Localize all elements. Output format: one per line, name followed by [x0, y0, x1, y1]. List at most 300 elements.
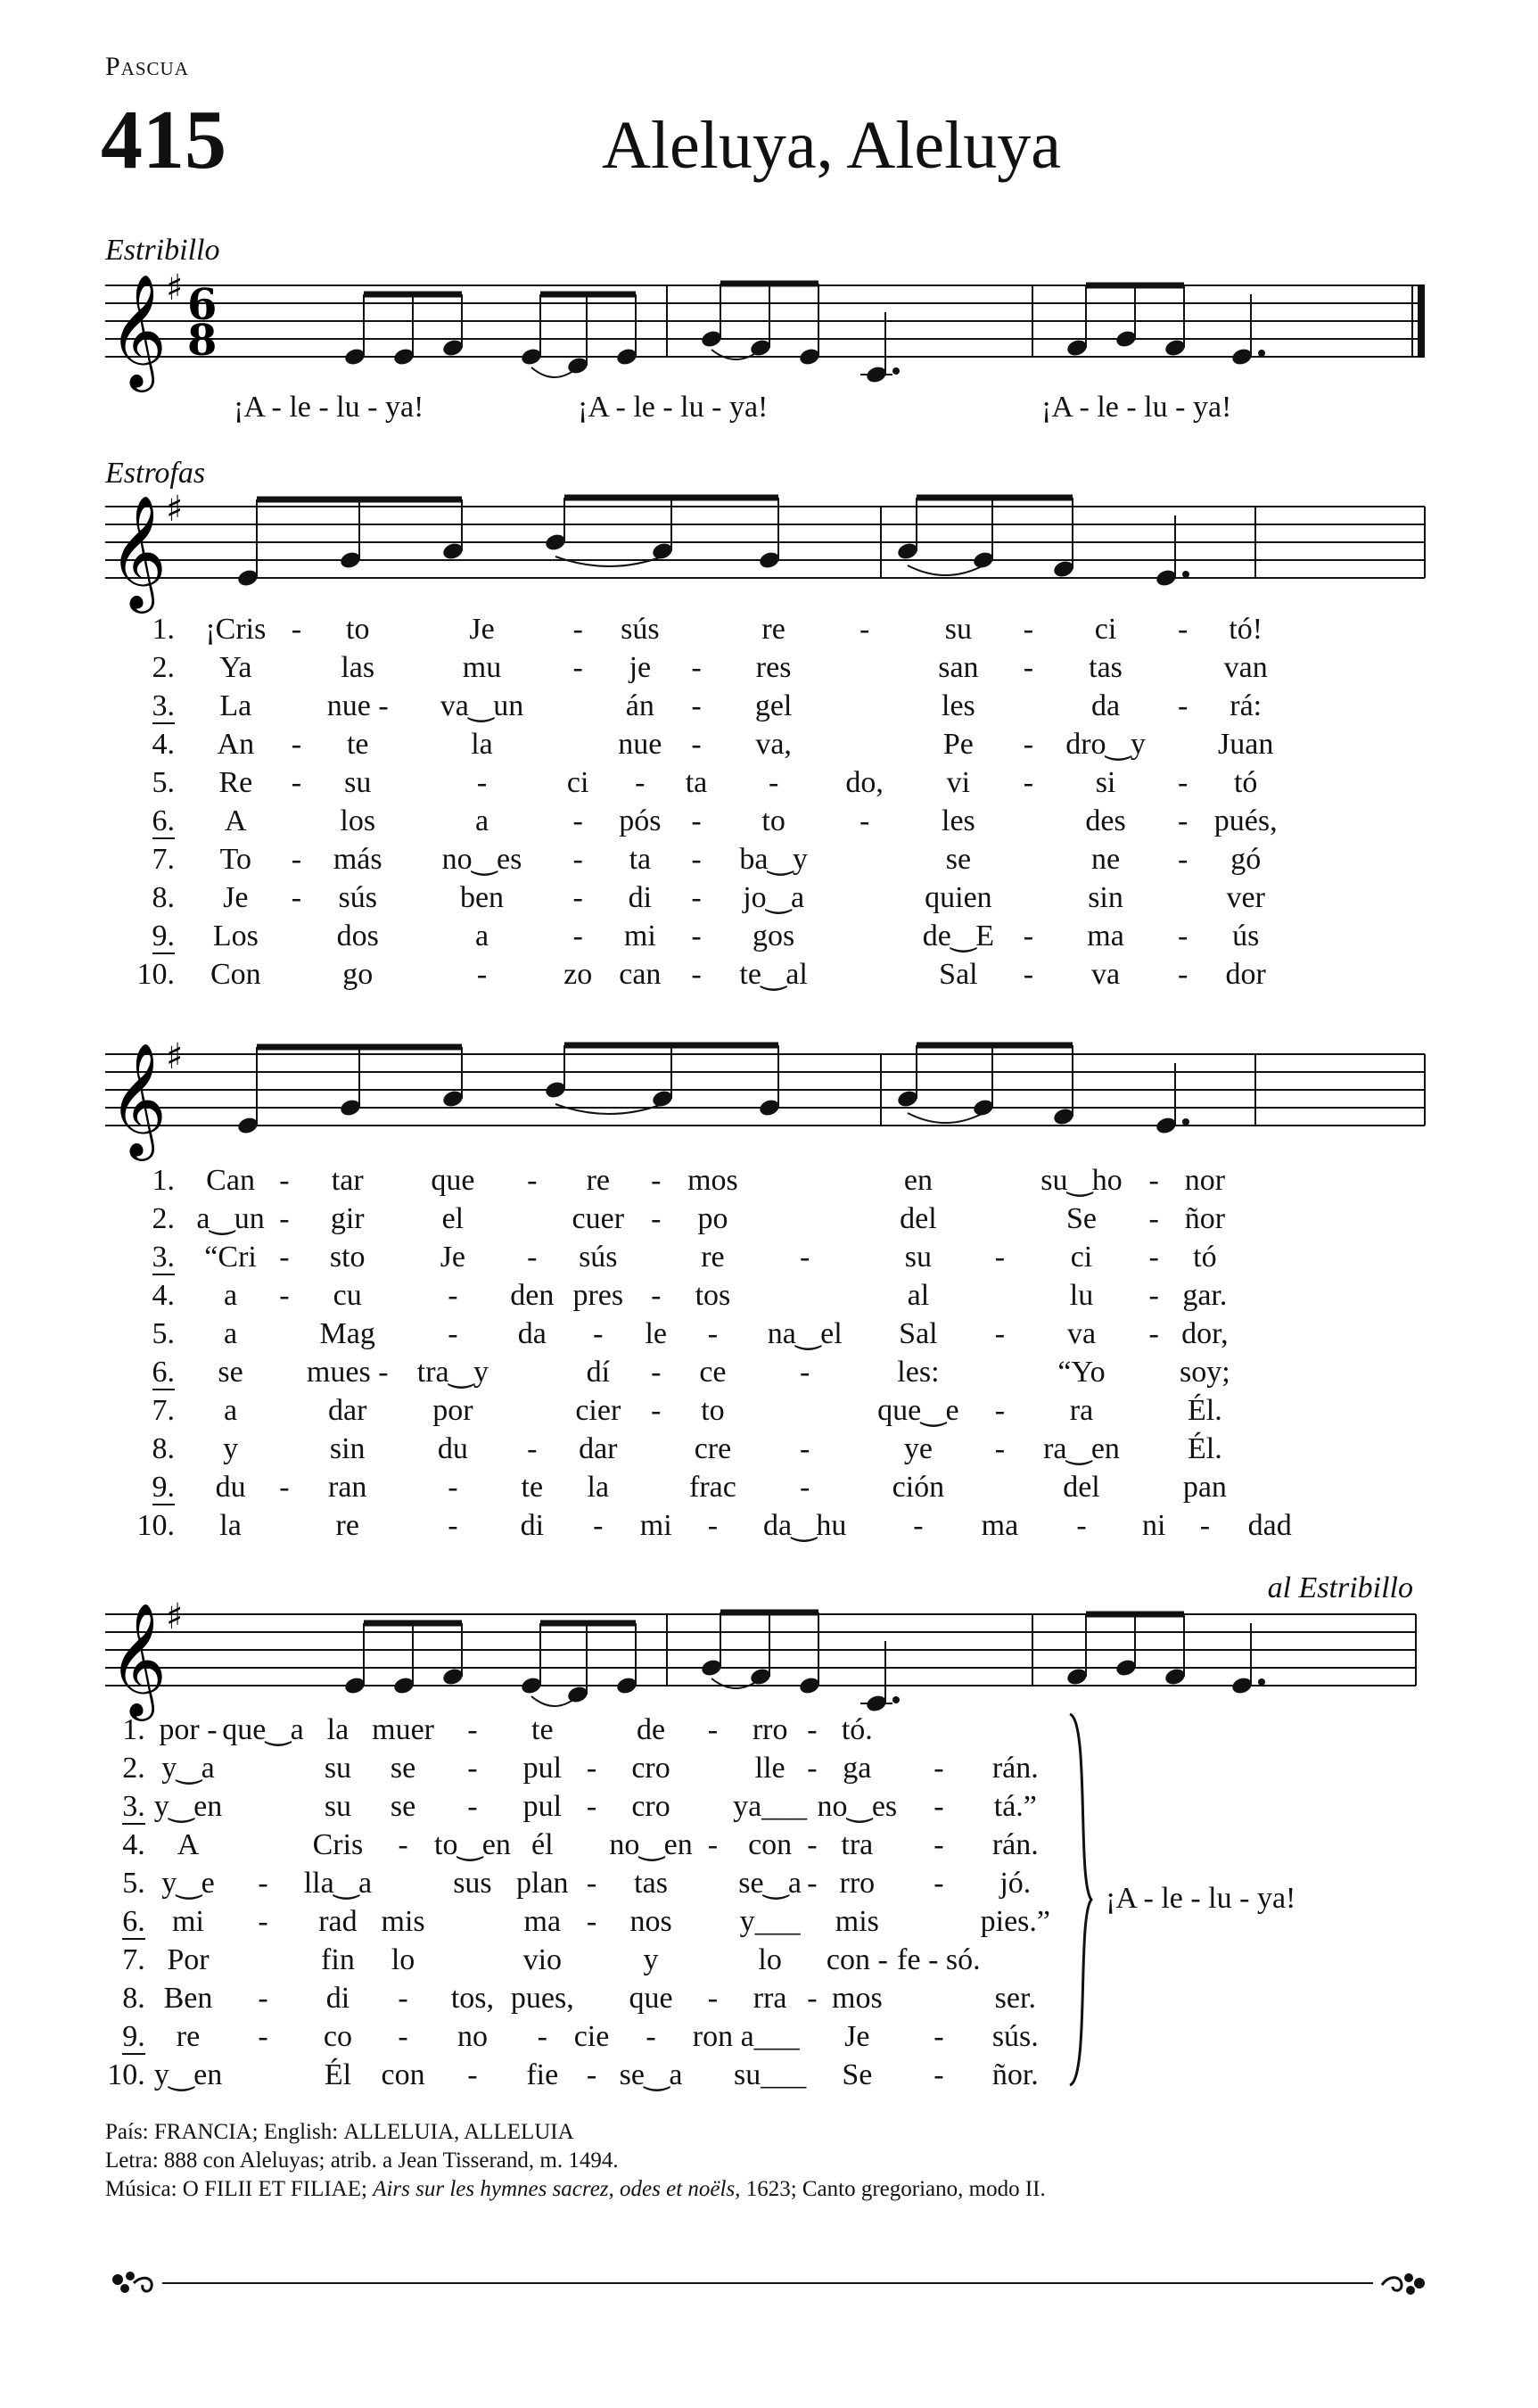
verse-row: [105, 917, 1300, 955]
verse-syllable: ron: [692, 2020, 734, 2053]
credits-music-line: Música: O FILII ET FILIAE; Airs sur les hymnes sacrez, odes et noëls, 1623; Canto gregoriano, modo II.: [105, 2177, 1046, 2201]
credits: [105, 2118, 1046, 2204]
verse-syllable: [554, 687, 603, 725]
verse-number: [105, 840, 184, 878]
verse-syllable: -: [1148, 1164, 1159, 1197]
verse-number-text: 3.: [152, 1241, 175, 1274]
time-signature-bottom: 8: [187, 316, 218, 366]
verse-number: [105, 878, 184, 917]
verse-syllable: -: [291, 843, 302, 876]
verse-number-text: 9.: [152, 1471, 175, 1504]
verse-syllable: -: [707, 1317, 719, 1350]
verse-number-text: 8.: [122, 1982, 145, 2015]
verse-syllable: to: [701, 1394, 725, 1427]
verse-syllable: [634, 1238, 678, 1276]
verse-syllable: dos: [336, 919, 379, 952]
verse-syllable: -: [994, 1317, 1006, 1350]
verse-syllable: nue: [618, 728, 662, 761]
verse-syllable: -: [651, 1394, 662, 1427]
verse-syllable: su___: [734, 2058, 807, 2091]
verse-number: [105, 2056, 154, 2094]
verse-syllable: -: [279, 1279, 290, 1312]
verse-syllable: [807, 1902, 817, 1941]
verses-line-1: [105, 610, 1300, 994]
verse-syllable: -: [1178, 804, 1188, 837]
verse-syllable: -: [448, 1279, 458, 1312]
verse-syllable: [693, 1749, 733, 1787]
verse-syllable: Pe: [942, 728, 974, 761]
verse-row: [105, 1941, 1050, 1979]
verse-syllable: [1138, 1430, 1170, 1468]
verse-syllable: ci: [1070, 1241, 1093, 1274]
verse-number: [105, 1430, 184, 1468]
to-refrain-label: al Estribillo: [1267, 1571, 1413, 1604]
verse-syllable: [897, 1979, 980, 2017]
verse-syllable: -: [807, 1752, 818, 1785]
verse-syllable: gel: [754, 689, 793, 722]
verse-syllable: -: [933, 1867, 944, 1900]
verse-syllable: gos: [753, 919, 795, 952]
verse-number-text: 10.: [136, 1509, 175, 1542]
verse-syllable: -: [258, 2020, 268, 2053]
verse-syllable: que‿e: [877, 1394, 959, 1427]
slur: [908, 565, 983, 575]
verse-number: [105, 1749, 154, 1787]
verse-syllable: -: [807, 1828, 818, 1861]
verse-number-text: 10.: [136, 958, 175, 991]
verse-syllable: -: [691, 651, 702, 684]
verse-syllable: rro: [752, 1713, 788, 1746]
verse-syllable: -: [691, 804, 702, 837]
verse-syllable: tas: [634, 1867, 668, 1900]
verse-number: [105, 1238, 184, 1276]
verse-syllable: An: [217, 728, 255, 761]
verse-syllable: [747, 1161, 862, 1200]
verse-syllable: más: [333, 843, 382, 876]
verse-syllable: du: [215, 1471, 246, 1504]
verse-syllable: su: [324, 1752, 352, 1785]
verse-syllable: pués,: [1213, 804, 1278, 837]
verse-syllable: rro: [839, 1867, 876, 1900]
verse-syllable: co: [323, 2020, 352, 2053]
verse-syllable: Se: [1066, 1202, 1097, 1235]
verse-number-text: 1.: [152, 1164, 175, 1197]
verse-syllable: -: [800, 1356, 810, 1389]
verse-syllable: [288, 802, 305, 840]
verse-syllable: go: [342, 958, 374, 991]
verse-syllable: [434, 1941, 511, 1979]
verse-row: [105, 2017, 1050, 2056]
verse-syllable: y___: [739, 1905, 801, 1938]
verse-syllable: ni: [1141, 1509, 1166, 1542]
staff-verses-1: [105, 489, 1425, 608]
verse-syllable: [222, 2056, 304, 2094]
verse-number-text: 2.: [152, 651, 175, 684]
verse-syllable: se: [945, 843, 972, 876]
verse-syllable: -: [279, 1241, 290, 1274]
dot: [1182, 1118, 1189, 1126]
verse-syllable: ñor: [1184, 1202, 1226, 1235]
verse-syllable: di: [520, 1509, 545, 1542]
verse-syllable: [832, 878, 897, 917]
verse-syllable: to‿en: [434, 1828, 511, 1861]
verse-syllable: [807, 1941, 817, 1979]
verse-row: [105, 1276, 1300, 1315]
verse-syllable: re: [761, 613, 785, 646]
verse-syllable: -: [800, 1241, 810, 1274]
verse-syllable: les:: [897, 1356, 940, 1389]
verse-syllable: -: [707, 1828, 719, 1861]
verse-number: [105, 1468, 184, 1506]
verse-row: [105, 1315, 1300, 1353]
verse-syllable: no‿en: [609, 1828, 693, 1861]
verse-syllable: tos: [695, 1279, 731, 1312]
verse-row: [105, 725, 1300, 763]
verse-row: [105, 1979, 1050, 2017]
sharp-icon: ♯: [166, 1596, 184, 1637]
verse-syllable: pós: [619, 804, 662, 837]
verse-row: [105, 1864, 1050, 1902]
verse-row: [105, 1506, 1300, 1545]
verse-syllable: [277, 1430, 292, 1468]
refrain-lyric-3: ¡A - le - lu - ya!: [1041, 391, 1232, 424]
verse-syllable: el: [441, 1202, 465, 1235]
credits-country-line: País: FRANCIA; English: ALLELUIA, ALLELUIA: [105, 2120, 574, 2144]
verse-syllable: [1174, 878, 1191, 917]
verse-syllable: [693, 2056, 733, 2094]
verse-syllable: [277, 1391, 292, 1430]
verse-syllable: dar: [328, 1394, 367, 1427]
verse-syllable: te: [521, 1471, 544, 1504]
verse-syllable: se: [390, 1752, 416, 1785]
verse-syllable: -: [527, 1241, 538, 1274]
verse-syllable: [502, 1391, 563, 1430]
verse-syllable: -: [707, 1509, 719, 1542]
verse-syllable: -: [691, 843, 702, 876]
verse-syllable: se: [390, 1790, 416, 1823]
staff-refrain: [105, 268, 1425, 387]
verse-number: [105, 802, 184, 840]
verse-syllable: [693, 1902, 733, 1941]
verse-syllable: ra: [1069, 1394, 1094, 1427]
verse-number: [105, 1161, 184, 1200]
refrain-lyric-2: ¡A - le - lu - ya!: [578, 391, 769, 424]
verse-syllable: se: [218, 1356, 243, 1389]
verse-syllable: [1138, 1468, 1170, 1506]
verse-syllable: muer: [372, 1713, 434, 1746]
verse-syllable: den: [510, 1279, 555, 1312]
dot: [1182, 571, 1189, 578]
verse-number-text: 3.: [152, 689, 175, 722]
verse-syllable: [288, 687, 305, 725]
verse-syllable: -: [291, 728, 302, 761]
verse-number-text: 4.: [152, 728, 175, 761]
verse-number-text: 3.: [122, 1790, 145, 1823]
staff-svg: [105, 268, 1425, 387]
verse-syllable: tas: [1089, 651, 1123, 684]
verse-syllable: del: [1063, 1471, 1100, 1504]
verse-syllable: [277, 1315, 292, 1353]
verse-row: [105, 1161, 1300, 1200]
verse-syllable: jó.: [999, 1867, 1032, 1900]
verse-syllable: -: [1023, 728, 1034, 761]
verse-syllable: ci: [566, 766, 589, 799]
verse-syllable: -: [1148, 1279, 1159, 1312]
verse-syllable: A: [177, 1828, 200, 1861]
verse-syllable: re: [586, 1164, 611, 1197]
verse-syllable: no‿es: [441, 843, 522, 876]
verse-syllable: da‿hu: [762, 1509, 847, 1542]
verse-syllable: y‿e: [161, 1867, 215, 1900]
verse-row: [105, 1200, 1300, 1238]
verse-syllable: -: [586, 1752, 597, 1785]
verse-syllable: -: [1178, 843, 1188, 876]
verse-row: [105, 2056, 1050, 2094]
verse-syllable: -: [691, 728, 702, 761]
verse-syllable: fie: [526, 2058, 559, 2091]
verse-syllable: a‿un: [196, 1202, 265, 1235]
verse-number: [105, 610, 184, 648]
verse-syllable: mis: [835, 1905, 879, 1938]
verse-syllable: pres: [572, 1279, 624, 1312]
verse-syllable: Sal: [899, 1317, 938, 1350]
slur: [555, 1104, 662, 1114]
verse-syllable: tra: [841, 1828, 874, 1861]
verse-syllable: [554, 725, 603, 763]
verse-syllable: sús: [579, 1241, 618, 1274]
verse-syllable: [975, 1276, 1025, 1315]
verse-syllable: [502, 1353, 563, 1391]
verse-syllable: -: [1023, 766, 1034, 799]
verse-syllable: [1020, 687, 1037, 725]
verse-syllable: de: [637, 1713, 666, 1746]
verse-syllable: [222, 1826, 304, 1864]
verse-syllable: pul: [522, 1790, 563, 1823]
verse-syllable: [634, 1430, 678, 1468]
verse-syllable: dad: [1247, 1509, 1292, 1542]
verse-syllable: [832, 725, 897, 763]
verse-syllable: ma: [1087, 919, 1124, 952]
verse-syllable: -: [994, 1432, 1006, 1465]
verse-syllable: te‿al: [739, 958, 808, 991]
verse-syllable: po: [697, 1202, 728, 1235]
verse-number-text: 5.: [152, 1317, 175, 1350]
refrain-label: Estribillo: [105, 234, 220, 267]
verse-row: [105, 1353, 1300, 1391]
verse-syllable: le: [645, 1317, 668, 1350]
verse-syllable: ción: [892, 1471, 945, 1504]
verse-syllable: no‿es: [817, 1790, 898, 1823]
section-label: Pascua: [105, 52, 189, 81]
verse-row: [105, 1749, 1050, 1787]
verse-syllable: te: [531, 1713, 554, 1746]
verse-syllable: [1020, 802, 1037, 840]
verse-syllable: Él.: [1188, 1394, 1222, 1427]
verse-syllable: Por: [167, 1943, 210, 1976]
verse-number: [105, 917, 184, 955]
verse-syllable: -: [768, 766, 779, 799]
verse-syllable: por -: [159, 1713, 218, 1746]
verse-syllable: [747, 1200, 862, 1238]
verse-number: [105, 1787, 154, 1826]
verse-syllable: va: [1090, 958, 1121, 991]
verse-number: [105, 1711, 154, 1749]
verse-syllable: por: [432, 1394, 473, 1427]
verse-syllable: las: [341, 651, 375, 684]
verse-number-text: 7.: [122, 1943, 145, 1976]
verse-syllable: ñor.: [991, 2058, 1039, 2091]
verse-syllable: [222, 1941, 304, 1979]
verse-syllable: lle: [754, 1752, 785, 1785]
verse-syllable: [222, 1749, 304, 1787]
verse-syllable: gir: [330, 1202, 365, 1235]
verse-syllable: les: [942, 689, 975, 722]
verse-syllable: -: [800, 1432, 810, 1465]
verse-number: [105, 725, 184, 763]
verse-syllable: su: [344, 766, 372, 799]
verse-syllable: -: [527, 1432, 538, 1465]
verse-syllable: sto: [329, 1241, 366, 1274]
verse-syllable: -: [467, 1790, 478, 1823]
verse-syllable: [1020, 878, 1037, 917]
verse-syllable: -: [258, 1982, 268, 2015]
verse-syllable: su: [904, 1241, 933, 1274]
verse-syllable: -: [1178, 958, 1188, 991]
verse-syllable: -: [586, 1790, 597, 1823]
verse-syllable: -: [646, 2020, 656, 2053]
verse-syllable: se‿a: [619, 2058, 683, 2091]
verse-syllable: pies.”: [980, 1905, 1050, 1938]
verse-syllable: con -: [826, 1943, 888, 1976]
verse-syllable: no: [456, 2020, 488, 2053]
verse-syllable: gó: [1230, 843, 1262, 876]
treble-clef-icon: 𝄞: [109, 1042, 168, 1156]
verse-syllable: rad: [318, 1905, 358, 1938]
slur: [908, 1113, 983, 1123]
verse-syllable: y: [643, 1943, 659, 1976]
verse-syllable: [807, 2017, 817, 2056]
sharp-icon: ♯: [166, 1036, 184, 1077]
verse-syllable: -: [635, 766, 646, 799]
verse-syllable: -: [1076, 1509, 1087, 1542]
verse-row: [105, 648, 1300, 687]
verse-syllable: -: [1178, 613, 1188, 646]
verse-syllable: to: [346, 613, 370, 646]
verse-row: [105, 763, 1300, 802]
verse-syllable: -: [1023, 919, 1034, 952]
verse-syllable: y‿en: [153, 1790, 223, 1823]
verse-row: [105, 840, 1300, 878]
verse-syllable: -: [593, 1509, 604, 1542]
verse-syllable: en: [903, 1164, 933, 1197]
verse-syllable: du: [437, 1432, 468, 1465]
verse-syllable: rán.: [991, 1828, 1039, 1861]
verse-syllable: di: [628, 881, 653, 914]
verse-syllable: [1174, 648, 1191, 687]
verse-syllable: [807, 1787, 817, 1826]
verse-syllable: pan: [1182, 1471, 1227, 1504]
verse-syllable: -: [258, 1867, 268, 1900]
verse-syllable: [502, 1200, 563, 1238]
verse-syllable: -: [398, 2020, 408, 2053]
verse-syllable: tó.: [841, 1713, 873, 1746]
verse-syllable: [1138, 1353, 1170, 1391]
verse-number-text: 2.: [122, 1752, 145, 1785]
verse-syllable: que‿a: [222, 1713, 304, 1746]
verse-number-text: 9.: [152, 919, 175, 952]
verse-row: [105, 610, 1300, 648]
verse-syllable: fe - só.: [897, 1943, 981, 1976]
verse-syllable: Re: [218, 766, 253, 799]
verse-number: [105, 1200, 184, 1238]
verse-syllable: san: [938, 651, 979, 684]
verse-syllable: [693, 1864, 733, 1902]
slur: [555, 557, 662, 566]
verse-syllable: [693, 1941, 733, 1979]
verse-syllable: [1138, 1391, 1170, 1430]
verse-syllable: des: [1085, 804, 1126, 837]
verse-syllable: -: [1199, 1509, 1211, 1542]
verse-syllable: ¡Cris: [205, 613, 267, 646]
verse-syllable: gar.: [1182, 1279, 1228, 1312]
staff-verses-2: [105, 1036, 1425, 1156]
verse-syllable: [897, 1902, 980, 1941]
verse-row: [105, 1391, 1300, 1430]
verse-row: [105, 802, 1300, 840]
verse-syllable: a: [224, 1394, 238, 1427]
verse-syllable: [1020, 840, 1037, 878]
sharp-icon: ♯: [166, 268, 184, 309]
verse-syllable: ne: [1090, 843, 1121, 876]
verse-syllable: y‿a: [161, 1752, 215, 1785]
verse-syllable: -: [593, 1317, 604, 1350]
verse-number: [105, 1902, 154, 1941]
verse-syllable: dar: [579, 1432, 618, 1465]
verse-syllable: ra‿en: [1043, 1432, 1120, 1465]
verse-syllable: -: [859, 804, 870, 837]
verse-syllable: -: [572, 919, 583, 952]
verse-syllable: [574, 1711, 610, 1749]
verse-syllable: ran: [328, 1471, 367, 1504]
verse-syllable: -: [651, 1356, 662, 1389]
verse-number-text: 10.: [107, 2058, 145, 2091]
verse-syllable: -: [448, 1317, 458, 1350]
verse-syllable: pues,: [510, 1982, 574, 2015]
verse-syllable: te: [346, 728, 369, 761]
verse-syllable: lo: [391, 1943, 415, 1976]
verse-syllable: Sal: [939, 958, 978, 991]
verse-syllable: mis: [381, 1905, 425, 1938]
verse-syllable: tó: [1233, 766, 1258, 799]
verse-syllable: [288, 648, 305, 687]
verse-syllable: sin: [1088, 881, 1123, 914]
verse-syllable: án: [625, 689, 654, 722]
verse-syllable: va: [1066, 1317, 1097, 1350]
verse-syllable: sus: [453, 1867, 492, 1900]
verse-number-text: 6.: [152, 804, 175, 837]
hymn-number: 415: [101, 94, 226, 186]
verses-line-2: [105, 1161, 1300, 1545]
verse-syllable: sin: [329, 1432, 366, 1465]
verse-number-text: 9.: [122, 2020, 145, 2053]
verse-number-text: 4.: [122, 1828, 145, 1861]
verse-syllable: di: [325, 1982, 350, 2015]
verse-syllable: tá.”: [993, 1790, 1037, 1823]
verse-syllable: con: [748, 1828, 793, 1861]
verses-line-3: [105, 1711, 1050, 2094]
verse-syllable: ga: [843, 1752, 872, 1785]
verse-syllable: nor: [1184, 1164, 1226, 1197]
